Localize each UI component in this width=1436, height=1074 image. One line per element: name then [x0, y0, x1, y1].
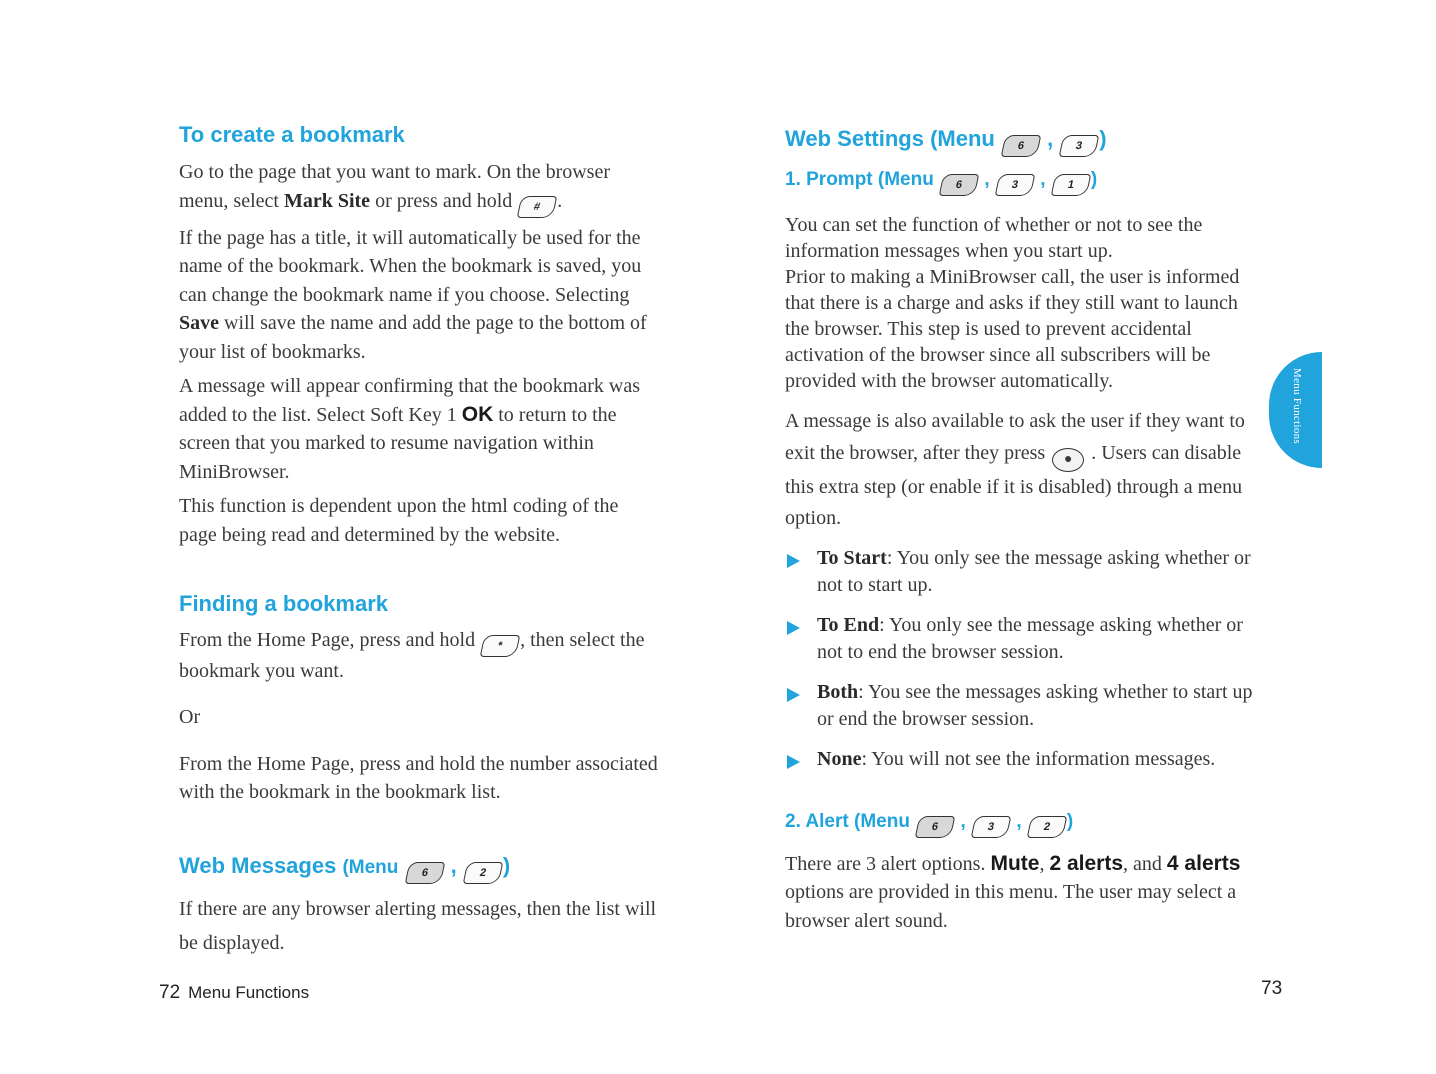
prompt-paragraph-1: You can set the function of whether or not to see the information messages when you start up. [785, 214, 1203, 262]
one-key-icon: 1 [1050, 174, 1091, 196]
section-tab [1269, 352, 1322, 468]
finding-paragraph-1: From the Home Page, press and hold * , then select the bookmark you want. [179, 628, 645, 682]
star-key-icon: * [480, 635, 521, 657]
heading-web-settings: Web Settings (Menu 6 , 3 ) [785, 126, 1265, 157]
list-item: Both: You see the messages asking whether to start up or end the browser session. [785, 679, 1265, 733]
alert-paragraph: There are 3 alert options. Mute, 2 alerts, and 4 alerts options are provided in this menu. The user may select a browser alert sound. [785, 851, 1241, 932]
messages-paragraph: If there are any browser alerting messages, then the list will be displayed. [179, 897, 657, 954]
finding-or: Or [179, 706, 201, 729]
page-number-left: 72 [159, 982, 181, 1003]
three-key-icon: 3 [1059, 135, 1100, 157]
right-column [785, 126, 1265, 935]
list-item: To Start: You only see the message asking whether or not to start up. [785, 545, 1265, 599]
six-key-icon: 6 [939, 174, 980, 196]
heading-prompt: 1. Prompt (Menu 6 , 3 , 1 ) [785, 169, 1265, 196]
list-item: To End: You only see the message asking whether or not to end the browser session. [785, 612, 1265, 666]
footer-left [159, 982, 309, 1004]
prompt-paragraph-2: Prior to making a MiniBrowser call, the user is informed that there is a charge and asks if they still want to launch the browser. This step is used to prevent accidental activation of the browser since all subscribers will be provided with the browser automatically. [785, 266, 1240, 392]
heading-web-messages: Web Messages (Menu 6 , 2 ) [179, 853, 659, 884]
list-item: None: You will not see the information messages. [785, 746, 1265, 773]
heading-create-bookmark: To create a bookmark [179, 122, 405, 147]
six-key-icon: 6 [404, 862, 445, 884]
create-paragraph-4: This function is dependent upon the html coding of the page being read and determined by the website. [179, 495, 619, 546]
create-paragraph-3: A message will appear confirming that the bookmark was added to the list. Select Soft Key 1 OK to return to the screen that you marked to resume navigation within MiniBrowser. [179, 375, 640, 483]
footer-section-label: Menu Functions [188, 983, 310, 1002]
two-key-icon: 2 [1027, 816, 1068, 838]
prompt-paragraph-3: A message is also available to ask the user if they want to exit the browser, after they press ● . Users can disable this extra step (or enable if it is disabled) through a menu option. [785, 410, 1245, 529]
left-column [179, 122, 659, 960]
three-key-icon: 3 [995, 174, 1036, 196]
create-paragraph-2: If the page has a title, it will automatically be used for the name of the bookmark. When the bookmark is saved, you can change the bookmark name if you choose. Selecting Save will save the name and add the page to the bottom of your list of bookmarks. [179, 226, 647, 363]
heading-finding-bookmark: Finding a bookmark [179, 591, 389, 617]
page-number-right: 73 [1261, 978, 1283, 999]
heading-alert: 2. Alert (Menu 6 , 3 , 2 ) [785, 811, 1265, 838]
section-tab-label: Menu Functions [1291, 368, 1303, 445]
create-paragraph-1: Go to the page that you want to mark. On the browser menu, select Mark Site or press and hold # . [179, 158, 659, 218]
pound-key-icon: # [517, 196, 558, 218]
prompt-options-list [785, 545, 1265, 773]
six-key-icon: 6 [915, 816, 956, 838]
end-key-icon: ● [1052, 448, 1084, 472]
three-key-icon: 3 [971, 816, 1012, 838]
finding-paragraph-2: From the Home Page, press and hold the number associated with the bookmark in the bookmark list. [179, 752, 658, 804]
six-key-icon: 6 [1001, 135, 1042, 157]
two-key-icon: 2 [463, 862, 504, 884]
